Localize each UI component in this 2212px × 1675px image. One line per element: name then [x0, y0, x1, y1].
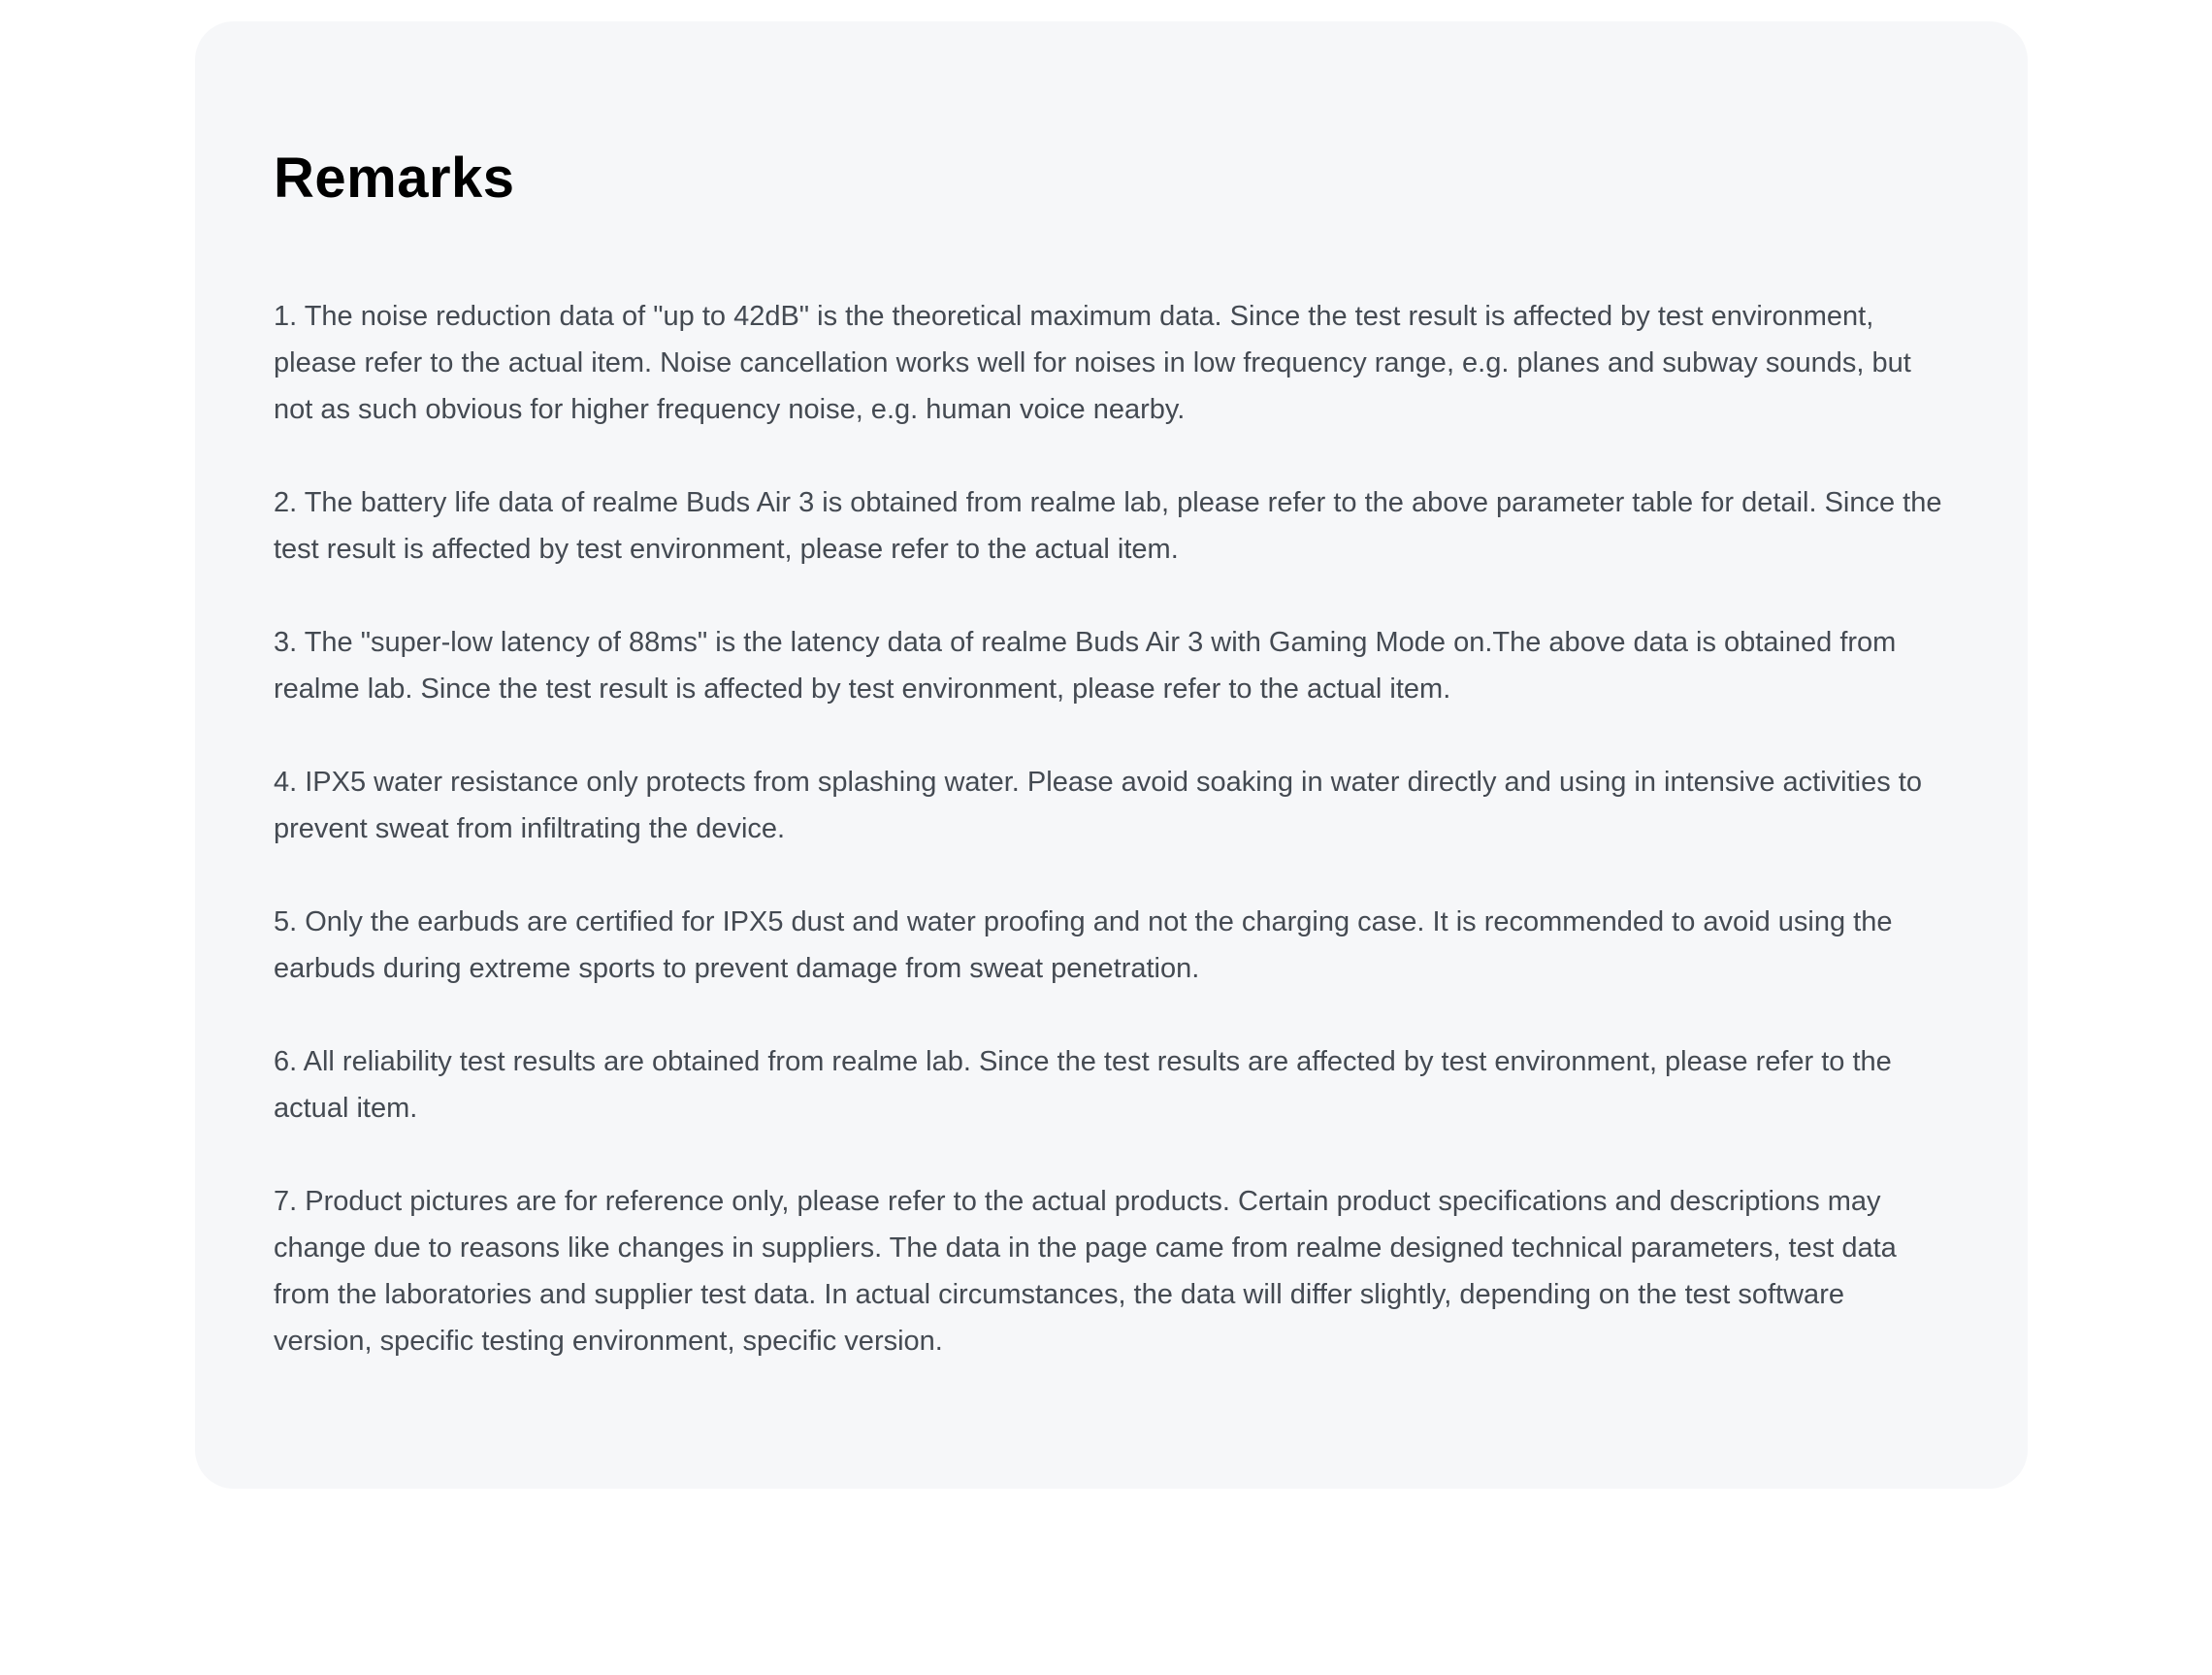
remarks-card: [195, 21, 2028, 1489]
remark-item: 6. All reliability test results are obtained from realme lab. Since the test results are affected by test environment, please refer to the actual item.: [274, 1046, 1892, 1124]
remark-item: 3. The "super-low latency of 88ms" is the latency data of realme Buds Air 3 with Gaming Mode on.The above data is obtained from realme lab. Since the test result is affected by test environment, please refer to the actual item.: [274, 627, 1897, 705]
remark-item: 5. Only the earbuds are certified for IPX5 dust and water proofing and not the charging case. It is recommended to avoid using the earbuds during extreme sports to prevent damage from sweat penetration.: [274, 906, 1893, 984]
remark-item: 1. The noise reduction data of "up to 42dB" is the theoretical maximum data. Since the test result is affected by test environment, please refer to the actual item. Noise cancellation works well for noises in low frequency range, e.g. planes and subway sounds, but not as such obvious for higher frequency noise, e.g. human voice nearby.: [274, 301, 1911, 425]
remark-item: 7. Product pictures are for reference only, please refer to the actual products. Certain product specifications and descriptions may change due to reasons like changes in suppliers. The data in the page came from realme designed technical parameters, test data from the laboratories and supplier test data. In actual circumstances, the data will differ slightly, depending on the test software version, specific testing environment, specific version.: [274, 1186, 1897, 1357]
remark-item: 2. The battery life data of realme Buds Air 3 is obtained from realme lab, please refer to the above parameter table for detail. Since the test result is affected by test environment, please refer to the actual item.: [274, 487, 1942, 565]
remark-item: 4. IPX5 water resistance only protects from splashing water. Please avoid soaking in water directly and using in intensive activities to prevent sweat from infiltrating the device.: [274, 767, 1922, 844]
remarks-title: Remarks: [274, 147, 515, 210]
remarks-list: [274, 293, 1950, 1364]
